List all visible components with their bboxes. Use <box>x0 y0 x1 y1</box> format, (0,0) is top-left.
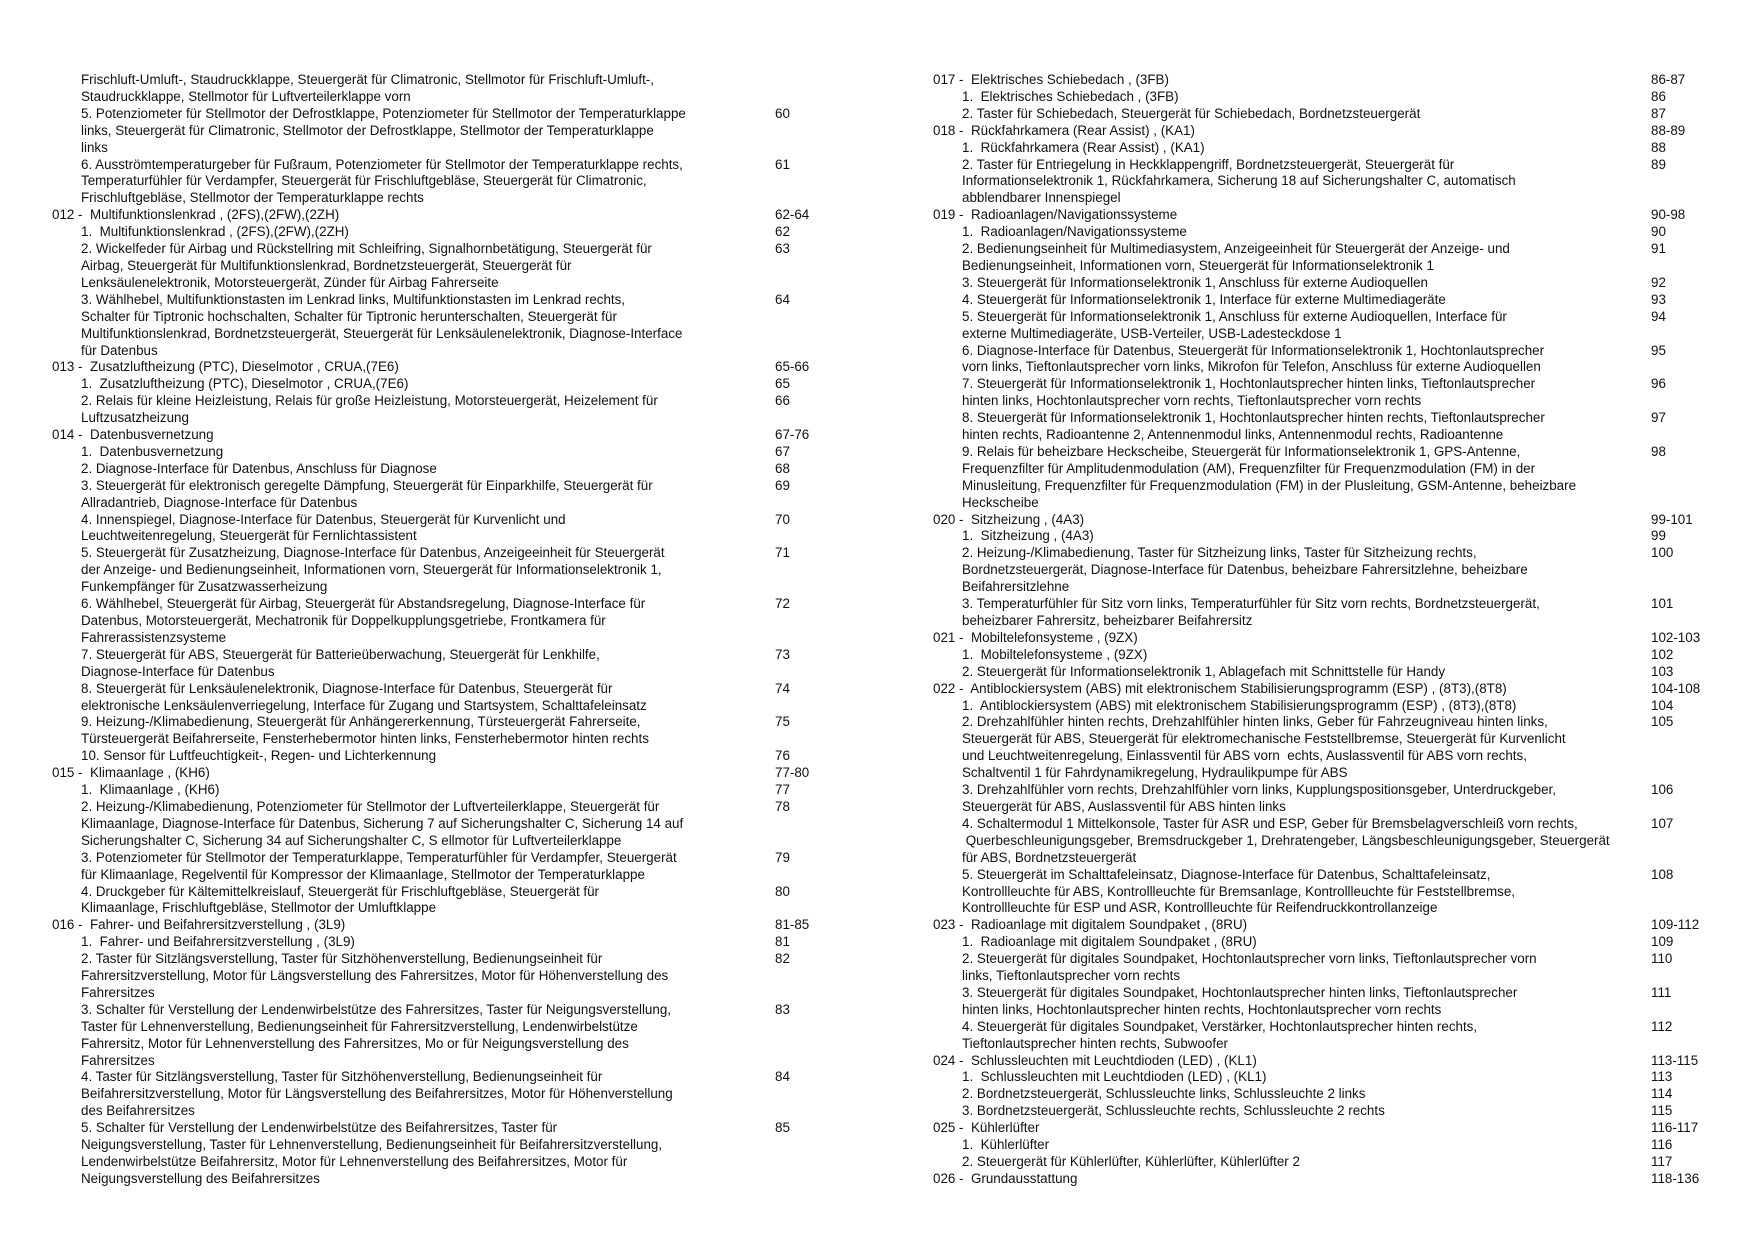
toc-entry-text: 1. Fahrer- und Beifahrersitzverstellung , (3L9) <box>81 934 355 950</box>
toc-entry-text: 017 - Elektrisches Schiebedach , (3FB) <box>933 72 1169 87</box>
toc-entry[interactable] <box>52 443 790 461</box>
toc-section-heading[interactable] <box>52 207 810 224</box>
toc-page-number: 62 <box>775 224 790 240</box>
toc-section-heading[interactable] <box>52 917 810 934</box>
toc-entry-text: 3. Drehzahlfühler vorn rechts, Drehzahlfühler vorn links, Kupplungspositionsgeber, Unterdruckgeber, Steuergerät für ABS, Auslassventil für ABS hinten links <box>962 782 1556 814</box>
toc-entry-text: 015 - Klimaanlage , (KH6) <box>52 765 210 781</box>
toc-entry-text: 3. Steuergerät für Informationselektronik 1, Anschluss für externe Audioquellen <box>962 274 1428 290</box>
toc-page-number: 75 <box>775 714 790 730</box>
toc-entry[interactable] <box>933 443 1666 512</box>
toc-entry[interactable] <box>933 88 1666 106</box>
toc-entry[interactable] <box>933 714 1674 782</box>
toc-page-number: 116 <box>1651 1137 1673 1153</box>
toc-page-number: 81-85 <box>775 917 810 933</box>
toc-entry-text: 2. Heizung-/Klimabedienung, Taster für Sitzheizung links, Taster für Sitzheizung rechts, Bordnetzsteuergerät, Diagnose-Interface für Datenbus, beheizbare Fahrersitzlehne, beheizbare Beifahrersitzlehne <box>962 545 1528 595</box>
toc-page-number: 101 <box>1651 596 1674 612</box>
toc-entry-text: 5. Schalter für Verstellung der Lendenwirbelstütze des Beifahrersitzes, Taster für Neigungsverstellung, Taster für Lehnenverstellung, Bedienungseinheit für Beifahrersitzverstellung, Lendenwirbelstütze Beifahrersitz, Motor für Lehnenverstellung des Beifahrersitzes, Motor für Neigungsverstellung des Beifahrersitzes <box>81 1120 663 1186</box>
toc-entry-text: 1. Rückfahrkamera (Rear Assist) , (KA1) <box>962 139 1205 155</box>
toc-page-number: 61 <box>775 156 790 172</box>
toc-entry-text: 1. Zusatzluftheizung (PTC), Dieselmotor , CRUA,(7E6) <box>81 376 409 392</box>
toc-entry-text: 1. Multifunktionslenkrad , (2FS),(2FW),(2ZH) <box>81 224 349 240</box>
toc-entry[interactable] <box>933 156 1666 208</box>
toc-entry-text: 7. Steuergerät für ABS, Steuergerät für Batterieüberwachung, Steuergerät für Lenkhilfe, Diagnose-Interface für Datenbus <box>81 646 600 679</box>
toc-entry-text: 3. Steuergerät für digitales Soundpaket, Hochtonlautsprecher hinten links, Tieftonlautsprecher hinten links, Hochtonlautsprecher hinten rechts, Hochtonlautsprecher vorn rechts <box>962 984 1518 1017</box>
toc-page-number: 113-115 <box>1651 1052 1699 1068</box>
toc-entry[interactable] <box>933 241 1666 275</box>
toc-page-number: 104-108 <box>1651 680 1701 696</box>
toc-page-number: 90 <box>1651 224 1666 240</box>
toc-page-number: 109 <box>1651 934 1674 950</box>
toc-page-number: 111 <box>1651 984 1672 1000</box>
toc-entry[interactable] <box>52 714 790 748</box>
toc-page-number: 104 <box>1651 697 1674 713</box>
toc-entry[interactable] <box>933 646 1674 664</box>
toc-page-number: 68 <box>775 460 790 476</box>
toc-entry-text: 6. Diagnose-Interface für Datenbus, Steuergerät für Informationselektronik 1, Hochtonlautsprecher vorn links, Tieftonlautsprecher vorn links, Mikrofon für Telefon, Anschluss für externe Audioquellen <box>962 342 1545 375</box>
toc-page-number: 91 <box>1651 241 1666 257</box>
toc-entry[interactable] <box>933 782 1674 816</box>
toc-page-number: 60 <box>775 105 790 121</box>
toc-page-number: 74 <box>775 680 790 696</box>
toc-entry-text: 026 - Grundausstattung <box>933 1170 1078 1186</box>
toc-page-number: 94 <box>1651 308 1666 324</box>
toc-entry[interactable] <box>933 1154 1673 1171</box>
toc-page-number: 65 <box>775 376 790 392</box>
toc-page-number: 87 <box>1651 105 1666 121</box>
toc-page-number: 63 <box>775 241 790 257</box>
toc-page-number: 106 <box>1651 782 1674 798</box>
toc-entry[interactable] <box>52 798 790 850</box>
toc-entry-text: 4. Innenspiegel, Diagnose-Interface für Datenbus, Steuergerät für Kurvenlicht und Leuchtweitenregelung, Steuergerät für Fernlichtassistent <box>81 511 566 544</box>
toc-entry[interactable] <box>933 274 1666 292</box>
toc-entry-text: 020 - Sitzheizung , (4A3) <box>933 511 1085 527</box>
toc-entry-text: 5. Steuergerät für Zusatzheizung, Diagnose-Interface für Datenbus, Anzeigeeinheit für Steuergerät der Anzeige- und Bedienungseinheit, Informationen vorn, Steuergerät für Informationselektronik 1, Funkempfänger für Zusatzwasserheizung <box>81 545 665 595</box>
toc-entry[interactable] <box>52 748 790 765</box>
toc-page-number: 105 <box>1651 714 1674 730</box>
toc-page-number: 72 <box>775 596 790 612</box>
toc-entry[interactable] <box>52 883 790 918</box>
toc-entry-text: 1. Elektrisches Schiebedach , (3FB) <box>962 88 1179 104</box>
toc-entry[interactable] <box>52 849 790 884</box>
toc-entry-text: 2. Taster für Sitzlängsverstellung, Taster für Sitzhöhenverstellung, Bedienungseinheit für Fahrersitzverstellung, Motor für Längsverstellung des Fahrersitzes, Motor für Höhenverstellung des Fahrersitzes <box>81 951 669 1000</box>
toc-page-number: 85 <box>775 1120 790 1136</box>
toc-page-number: 86-87 <box>1651 72 1686 87</box>
toc-entry[interactable] <box>933 376 1666 410</box>
toc-page-number: 95 <box>1651 342 1666 358</box>
toc-entry[interactable] <box>933 866 1674 918</box>
toc-page-number: 71 <box>775 545 790 561</box>
toc-entry-text: 1. Datenbusvernetzung <box>81 443 224 459</box>
toc-entry[interactable] <box>52 545 790 596</box>
toc-page-number: 97 <box>1651 410 1666 426</box>
toc-section-heading[interactable] <box>933 1170 1700 1188</box>
toc-entry-text: 2. Bedienungseinheit für Multimediasystem, Anzeigeeinheit für Steuergerät der Anzeige- und Bedienungseinheit, Informationen vorn, Steuergerät für Informationselektronik 1 <box>962 241 1510 273</box>
toc-page-number: 115 <box>1651 1103 1673 1119</box>
toc-entry-text: 5. Steuergerät für Informationselektronik 1, Anschluss für externe Audioquellen, Interface für externe Multimediageräte, USB-Verteiler, USB-Ladesteckdose 1 <box>962 308 1507 341</box>
toc-entry[interactable] <box>933 1018 1673 1053</box>
toc-entry[interactable] <box>933 342 1666 377</box>
toc-page-number: 96 <box>1651 376 1666 392</box>
toc-entry[interactable] <box>933 308 1666 343</box>
toc-page-number: 93 <box>1651 291 1666 307</box>
toc-entry-text: 024 - Schlussleuchten mit Leuchtdioden (LED) , (KL1) <box>933 1052 1257 1068</box>
toc-entry[interactable] <box>933 596 1674 630</box>
toc-page-number: 109-112 <box>1651 917 1700 933</box>
toc-entry-text: 4. Steuergerät für Informationselektronik 1, Interface für externe Multimediageräte <box>962 291 1446 307</box>
toc-entry[interactable] <box>52 156 790 208</box>
toc-page-number: 89 <box>1651 156 1666 172</box>
toc-entry-text: 9. Heizung-/Klimabedienung, Steuergerät für Anhängererkennung, Türsteuergerät Fahrerseite, Türsteuergerät Beifahrerseite, Fensterhebermotor hinten links, Fensterhebermotor hinten rechts <box>81 714 649 747</box>
toc-entry[interactable] <box>933 1086 1673 1103</box>
toc-entry[interactable] <box>52 511 790 546</box>
toc-entry-text: 2. Steuergerät für digitales Soundpaket, Hochtonlautsprecher vorn links, Tieftonlautsprecher vorn links, Tieftonlautsprecher vorn rechts <box>962 951 1537 984</box>
toc-section-heading[interactable] <box>52 427 810 444</box>
toc-entry[interactable] <box>933 1103 1673 1120</box>
toc-page-number: 102 <box>1651 646 1674 662</box>
toc-entry[interactable] <box>52 460 790 478</box>
toc-section-heading[interactable] <box>933 917 1700 934</box>
toc-entry-text: 2. Relais für kleine Heizleistung, Relais für große Heizleistung, Motorsteuergerät, Heizelement für Luftzusatzheizung <box>81 393 658 426</box>
toc-section-heading[interactable] <box>933 629 1701 647</box>
toc-page-number: 84 <box>775 1069 790 1085</box>
toc-entry-text: 2. Steuergerät für Informationselektronik 1, Ablagefach mit Schnittstelle für Handy <box>962 663 1446 679</box>
toc-section-heading[interactable] <box>933 122 1686 140</box>
toc-entry-text: 022 - Antiblockiersystem (ABS) mit elektronischem Stabilisierungsprogramm (ESP) , (8T3),(8T8) <box>933 680 1507 696</box>
toc-entry[interactable] <box>933 951 1673 985</box>
toc-entry-text: 9. Relais für beheizbare Heckscheibe, Steuergerät für Informationselektronik 1, GPS-Antenne, Frequenzfilter für Amplitudenmodulation (AM), Frequenzfilter für Frequenzmodulation (FM) in der Minusleitung, Frequenzfilter für Frequenzmodulation (FM) in der Plusleitung, GSM-Antenne, beheizbare Heckscheibe <box>962 443 1577 510</box>
toc-page-number: 82 <box>775 951 790 967</box>
toc-page-number: 110 <box>1651 951 1673 967</box>
toc-entry[interactable] <box>933 224 1666 241</box>
toc-page-number: 67-76 <box>775 427 810 443</box>
toc-page-number: 113 <box>1651 1069 1673 1085</box>
toc-page-number: 77-80 <box>775 765 810 781</box>
toc-entry[interactable] <box>52 596 790 647</box>
toc-section-heading[interactable] <box>52 765 810 782</box>
toc-entry-text: 2. Wickelfeder für Airbag und Rückstellring mit Schleifring, Signalhornbetätigung, Steuergerät für Airbag, Steuergerät für Multifunktionslenkrad, Bordnetzsteuergerät, Steuergerät für Lenksäulenelektronik, Motorsteuergerät, Zünder für Airbag Fahrerseite <box>81 241 652 290</box>
toc-entry-text: 2. Drehzahlfühler hinten rechts, Drehzahlfühler hinten links, Geber für Fahrzeugniveau hinten links, Steuergerät für ABS, Steuergerät für elektromechanische Feststellbremse, Steuergerät für Kurvenlicht und Leuchtweitenregelung, Einlassventil für ABS vorn echts, Auslassventil für ABS vorn rechts, Schaltventil 1 für Fahrdynamikregelung, Hydraulikpumpe für ABS <box>962 714 1566 781</box>
toc-entry-text: 6. Ausströmtemperaturgeber für Fußraum, Potenziometer für Stellmotor der Temperaturklappe rechts, Temperaturfühler für Verdampfer, Steuergerät für Frischluftgebläse, Steuergerät für Climatronic, Frischluftgebläse, Stellmotor der Temperaturklappe rechts <box>81 156 683 206</box>
toc-section-heading[interactable] <box>933 1052 1699 1070</box>
toc-entry-text: 4. Schaltermodul 1 Mittelkonsole, Taster für ASR und ESP, Geber für Bremsbelagverschleiß vorn rechts, Querbeschleunigungsgeber, Bremsdruckgeber 1, Drehratengeber, Längsbeschleunigungsgeber, Steuergerät für ABS, Bordnetzsteuergerät <box>962 815 1610 865</box>
toc-page-number: 76 <box>775 748 790 764</box>
toc-section-heading[interactable] <box>933 511 1693 529</box>
toc-entry-text: 2. Taster für Entriegelung in Heckklappengriff, Bordnetzsteuergerät, Steuergerät für Informationselektronik 1, Rückfahrkamera, Sicherung 18 auf Sicherungshalter C, automatisch abblendbarer Innenspiegel <box>962 156 1516 206</box>
toc-entry-text: 4. Druckgeber für Kältemittelkreislauf, Steuergerät für Frischluftgebläse, Steuergerät für Klimaanlage, Frischluftgebläse, Stellmotor der Umluftklappe <box>81 883 600 916</box>
toc-entry[interactable] <box>52 477 790 512</box>
toc-entry-text: 3. Temperaturfühler für Sitz vorn links, Temperaturfühler für Sitz vorn rechts, Bordnetzsteuergerät, beheizbarer Fahrersitz, beheizbarer Beifahrersitz <box>962 596 1540 628</box>
toc-entry-text: 10. Sensor für Luftfeuchtigkeit-, Regen- und Lichterkennung <box>81 748 437 764</box>
toc-section-heading[interactable] <box>52 359 810 376</box>
toc-page-number: 99 <box>1651 528 1666 544</box>
toc-entry[interactable] <box>52 1001 790 1070</box>
toc-entry[interactable] <box>52 951 790 1002</box>
toc-entry[interactable] <box>52 934 790 951</box>
toc-page-number: 66 <box>775 393 790 409</box>
toc-page-number: 102-103 <box>1651 629 1701 645</box>
toc-entry-text: 025 - Kühlerlüfter <box>933 1120 1040 1136</box>
toc-section-heading[interactable] <box>933 680 1701 698</box>
toc-entry-text: 2. Steuergerät für Kühlerlüfter, Kühlerlüfter, Kühlerlüfter 2 <box>962 1154 1300 1169</box>
toc-entry-text: 023 - Radioanlage mit digitalem Soundpaket , (8RU) <box>933 917 1248 933</box>
toc-page-number: 83 <box>775 1001 790 1017</box>
toc-page-number: 114 <box>1651 1086 1673 1102</box>
toc-entry-text: 1. Mobiltelefonsysteme , (9ZX) <box>962 646 1148 662</box>
toc-entry-text: 021 - Mobiltelefonsysteme , (9ZX) <box>933 629 1138 645</box>
toc-entry-text: 5. Potenziometer für Stellmotor der Defrostklappe, Potenziometer für Stellmotor der Temperaturklappe links, Steuergerät für Climatronic, Stellmotor der Defrostklappe, Stellmotor der Temperaturklappe links <box>81 105 686 155</box>
toc-page-number: 117 <box>1651 1154 1673 1169</box>
toc-entry-text: 3. Steuergerät für elektronisch geregelte Dämpfung, Steuergerät für Einparkhilfe, Steuergerät für Allradantrieb, Diagnose-Interface für Datenbus <box>81 477 653 510</box>
toc-entry-text: 4. Taster für Sitzlängsverstellung, Taster für Sitzhöhenverstellung, Bedienungseinheit für Beifahrersitzverstellung, Motor für Längsverstellung des Beifahrersitzes, Motor für Höhenverstellung des Beifahrersitzes <box>81 1069 673 1119</box>
toc-entry-text: 016 - Fahrer- und Beifahrersitzverstellung , (3L9) <box>52 917 346 933</box>
toc-entry-text: 3. Wählhebel, Multifunktionstasten im Lenkrad links, Multifunktionstasten im Lenkrad rechts, Schalter für Tiptronic hochschalten, Schalter für Tiptronic herunterschalten, Steuergerät für Multifunktionslenkrad, Bordnetzsteuergerät, Steuergerät für Lenksäulenelektronik, Diagnose-Interface für Datenbus <box>81 291 683 358</box>
toc-page-number: 77 <box>775 782 790 798</box>
toc-entry-text: 2. Taster für Schiebedach, Steuergerät für Schiebedach, Bordnetzsteuergerät <box>962 105 1421 121</box>
toc-page-number: 62-64 <box>775 207 810 223</box>
toc-entry-text: 8. Steuergerät für Lenksäulenelektronik, Diagnose-Interface für Datenbus, Steuergerät für elektronische Lenksäulenverriegelung, Interface für Zugang und Startsystem, Schalttafeleinsatz <box>81 680 647 713</box>
toc-page-number: 108 <box>1651 866 1674 882</box>
toc-entry-text: Frischluft-Umluft-, Staudruckklappe, Steuergerät für Climatronic, Stellmotor für Frischluft-Umluft-, Staudruckklappe, Stellmotor für Luftverteilerklappe vorn <box>81 72 654 104</box>
toc-page-number: 92 <box>1651 274 1666 290</box>
toc-left-column <box>52 72 810 1188</box>
toc-page-number: 65-66 <box>775 359 810 375</box>
toc-entry[interactable] <box>52 680 790 715</box>
toc-page-number: 69 <box>775 477 790 493</box>
toc-entry-text: 019 - Radioanlagen/Navigationssysteme <box>933 207 1178 223</box>
toc-page-number: 90-98 <box>1651 207 1686 223</box>
toc-entry-text: 4. Steuergerät für digitales Soundpaket, Verstärker, Hochtonlautsprecher hinten rechts, Tieftonlautsprecher hinten rechts, Subwoofer <box>962 1018 1478 1051</box>
toc-page-number: 116-117 <box>1651 1120 1699 1136</box>
toc-entry-text: 6. Wählhebel, Steuergerät für Airbag, Steuergerät für Abstandsregelung, Diagnose-Interface für Datenbus, Motorsteuergerät, Mechatronik für Doppelkupplungsgetriebe, Frontkamera für Fahrerassistenzsysteme <box>81 596 646 645</box>
toc-entry[interactable] <box>52 782 790 799</box>
toc-entry[interactable] <box>52 72 686 106</box>
toc-entry-text: 013 - Zusatzluftheizung (PTC), Dieselmotor , CRUA,(7E6) <box>52 359 399 375</box>
toc-page-number: 81 <box>775 934 790 950</box>
toc-entry[interactable] <box>933 697 1674 715</box>
toc-page-number: 107 <box>1651 815 1674 831</box>
toc-entry[interactable] <box>933 410 1666 444</box>
toc-entry[interactable] <box>52 105 790 157</box>
toc-entry[interactable] <box>52 1120 790 1188</box>
toc-entry-text: 1. Antiblockiersystem (ABS) mit elektronischem Stabilisierungsprogramm (ESP) , (8T3),(8T8) <box>962 697 1517 713</box>
toc-entry-text: 012 - Multifunktionslenkrad , (2FS),(2FW),(2ZH) <box>52 207 340 223</box>
toc-section-heading[interactable] <box>933 1120 1699 1137</box>
toc-page-number: 98 <box>1651 443 1666 459</box>
toc-page-number: 64 <box>775 291 790 307</box>
toc-entry-text: 3. Potenziometer für Stellmotor der Temperaturklappe, Temperaturfühler für Verdampfer, Steuergerät für Klimaanlage, Regelventil für Kompressor der Klimaanlage, Stellmotor der Temperaturklappe <box>81 849 677 882</box>
toc-page-number: 80 <box>775 883 790 899</box>
toc-entry-text: 3. Bordnetzsteuergerät, Schlussleuchte rechts, Schlussleuchte 2 rechts <box>962 1103 1385 1119</box>
toc-page-number: 103 <box>1651 663 1674 679</box>
toc-page-number: 78 <box>775 798 790 814</box>
toc-page-number: 100 <box>1651 545 1674 561</box>
toc-page-number: 88-89 <box>1651 122 1686 138</box>
toc-page-number: 118-136 <box>1651 1170 1700 1186</box>
toc-entry-text: 3. Schalter für Verstellung der Lendenwirbelstütze des Fahrersitzes, Taster für Neigungsverstellung, Taster für Lehnenverstellung, Bedienungseinheit für Fahrersitzverstellung, Lendenwirbelstütze Fahrersitz, Motor für Lehnenverstellung des Fahrersitzes, Mo or für Neigungsverstellung des Fahrersitzes <box>81 1001 671 1068</box>
toc-entry[interactable] <box>933 291 1666 309</box>
toc-page-number: 88 <box>1651 139 1666 155</box>
toc-entry[interactable] <box>933 528 1666 545</box>
toc-entry-text: 1. Klimaanlage , (KH6) <box>81 782 220 798</box>
toc-entry-text: 8. Steuergerät für Informationselektronik 1, Hochtonlautsprecher hinten rechts, Tieftonlautsprecher hinten rechts, Radioantenne 2, Antennenmodul links, Antennenmodul rechts, Radioantenne <box>962 410 1545 443</box>
toc-entry[interactable] <box>933 815 1674 867</box>
toc-entry[interactable] <box>933 1137 1673 1154</box>
toc-page-number: 86 <box>1651 88 1666 104</box>
toc-entry[interactable] <box>52 646 790 681</box>
toc-entry-text: 7. Steuergerät für Informationselektronik 1, Hochtonlautsprecher hinten links, Tieftonlautsprecher hinten links, Hochtonlautsprecher vorn rechts, Tieftonlautsprecher vorn rechts <box>962 376 1536 409</box>
toc-entry[interactable] <box>52 291 790 360</box>
toc-right-column <box>933 72 1701 1188</box>
toc-section-heading[interactable] <box>933 207 1686 224</box>
toc-entry-text: 018 - Rückfahrkamera (Rear Assist) , (KA1) <box>933 122 1195 138</box>
toc-entry[interactable] <box>52 241 790 292</box>
toc-entry[interactable] <box>933 1069 1673 1086</box>
toc-page-number: 112 <box>1651 1018 1673 1034</box>
toc-entry-text: 5. Steuergerät im Schalttafeleinsatz, Diagnose-Interface für Datenbus, Schalttafeleinsatz, Kontrollleuchte für ABS, Kontrollleuchte für Bremsanlage, Kontrollleuchte für Feststellbremse, Kontrollleuchte für ESP und ASR, Kontrollleuchte für Reifendruckkontrollanzeige <box>962 866 1516 916</box>
toc-entry-text: 1. Radioanlage mit digitalem Soundpaket , (8RU) <box>962 934 1257 950</box>
toc-entry[interactable] <box>933 139 1666 157</box>
toc-page-number: 99-101 <box>1651 511 1693 527</box>
toc-entry-text: 1. Kühlerlüfter <box>962 1137 1050 1153</box>
toc-entry[interactable] <box>933 934 1674 951</box>
toc-entry-text: 2. Bordnetzsteuergerät, Schlussleuchte links, Schlussleuchte 2 links <box>962 1086 1366 1102</box>
toc-entry[interactable] <box>933 663 1674 681</box>
toc-entry[interactable] <box>52 224 790 241</box>
toc-entry-text: 1. Radioanlagen/Navigationssysteme <box>962 224 1187 240</box>
toc-section-heading[interactable] <box>933 72 1686 89</box>
toc-entry-text: 2. Diagnose-Interface für Datenbus, Anschluss für Diagnose <box>81 460 437 476</box>
toc-entry[interactable] <box>52 1069 790 1120</box>
toc-entry[interactable] <box>933 984 1672 1019</box>
toc-entry-text: 1. Sitzheizung , (4A3) <box>962 528 1094 544</box>
toc-entry[interactable] <box>52 393 790 427</box>
toc-entry-text: 1. Schlussleuchten mit Leuchtdioden (LED) , (KL1) <box>962 1069 1267 1085</box>
toc-entry[interactable] <box>933 545 1674 596</box>
toc-page-number: 67 <box>775 443 790 459</box>
toc-entry-text: 014 - Datenbusvernetzung <box>52 427 214 443</box>
toc-page-number: 79 <box>775 849 790 865</box>
toc-entry[interactable] <box>933 105 1666 123</box>
toc-page-number: 73 <box>775 646 790 662</box>
toc-page-number: 70 <box>775 511 790 527</box>
toc-entry-text: 2. Heizung-/Klimabedienung, Potenziometer für Stellmotor der Luftverteilerklappe, Steuergerät für Klimaanlage, Diagnose-Interface für Datenbus, Sicherung 7 auf Sicherungshalter C, Sicherung 14 auf Sicherungshalter C, Sicherung 34 auf Sicherungshalter C, S ellmotor für Luftverteilerklappe <box>81 798 684 848</box>
toc-entry[interactable] <box>52 376 790 393</box>
